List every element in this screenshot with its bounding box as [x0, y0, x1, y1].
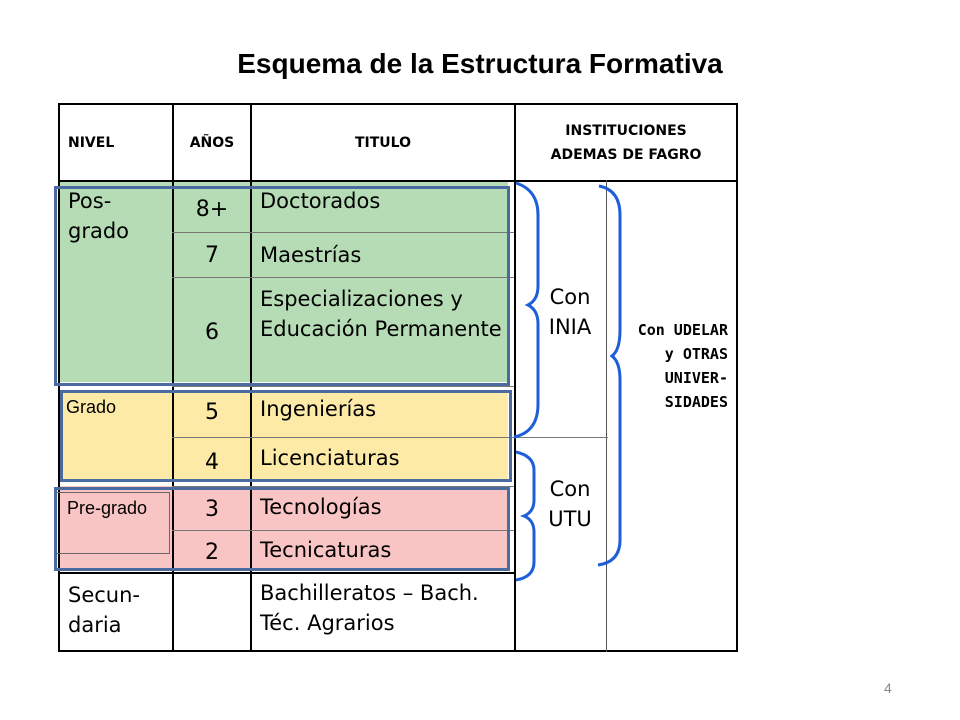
title-cell: Maestrías: [260, 243, 362, 267]
years-cell: 4: [205, 450, 219, 475]
level-posgrado: Pos-grado: [68, 189, 130, 243]
title-cell: Doctorados: [260, 189, 381, 213]
institution-inia: Con INIA: [548, 285, 592, 339]
level-pregrado: Pre-grado: [54, 492, 170, 554]
brace-udelar: [598, 186, 620, 565]
level-grado: Grado: [66, 397, 117, 417]
years-cell: 7: [205, 243, 219, 268]
brace-inia: [514, 183, 538, 437]
header-anos: AÑOS: [189, 134, 235, 151]
institution-udelar: Con UDELAR y OTRAS UNIVER-SIDADES: [637, 321, 728, 411]
institution-utu: Con UTU: [548, 477, 592, 531]
title-cell: Licenciaturas: [260, 446, 400, 470]
level-secundaria: Secun-daria: [68, 583, 140, 637]
title-cell: Tecnicaturas: [260, 538, 392, 562]
secundaria-title: Bachilleratos – Bach. Téc. Agrarios: [260, 581, 479, 635]
header-nivel: NIVEL: [68, 134, 115, 151]
title-cell: Especializaciones y Educación Permanente: [260, 287, 502, 341]
header-instituciones: INSTITUCIONES ADEMAS DE FAGRO: [550, 122, 702, 163]
years-cell: 6: [205, 320, 219, 345]
years-cell: 5: [205, 400, 219, 425]
title-cell: Tecnologías: [260, 495, 382, 519]
title-cell: Ingenierías: [260, 397, 377, 421]
years-cell: 8+: [195, 196, 229, 222]
years-cell: 2: [205, 539, 219, 565]
header-titulo: TITULO: [355, 134, 411, 151]
brace-utu: [516, 452, 534, 580]
page-title: Esquema de la Estructura Formativa: [237, 48, 723, 79]
years-cell: 3: [205, 496, 219, 522]
page-number: 4: [884, 680, 892, 696]
